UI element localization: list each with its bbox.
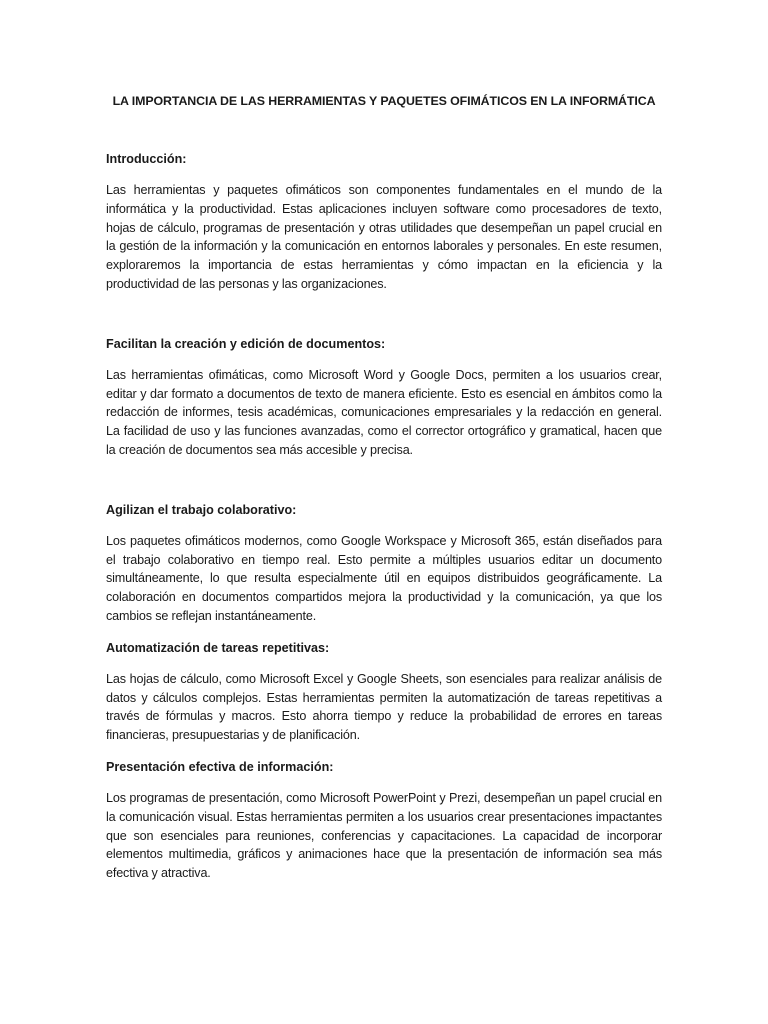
- section-colaborativo: [106, 502, 662, 626]
- section-automatizacion: [106, 640, 662, 745]
- section-heading: Automatización de tareas repetitivas:: [106, 640, 330, 655]
- section-documentos: [106, 336, 662, 460]
- section-heading: Agilizan el trabajo colaborativo:: [106, 502, 297, 517]
- section-heading: Facilitan la creación y edición de documentos:: [106, 336, 386, 351]
- section-paragraph: Los paquetes ofimáticos modernos, como Google Workspace y Microsoft 365, están diseñados para el trabajo colaborativo en tiempo real. Esto permite a múltiples usuarios editar un documento simultáneamente, lo que resulta especialmente útil en equipos distribuidos geográficamente. La colaboración en documentos compartidos mejora la productividad y la comunicación, ya que los cambios se reflejan instantáneamente.: [106, 533, 662, 623]
- section-heading: Introducción:: [106, 152, 187, 166]
- section-heading: Presentación efectiva de información:: [106, 759, 334, 774]
- document-title: LA IMPORTANCIA DE LAS HERRAMIENTAS Y PAQUETES OFIMÁTICOS EN LA INFORMÁTICA: [112, 94, 656, 108]
- section-paragraph: Las herramientas y paquetes ofimáticos son componentes fundamentales en el mundo de la informática y la productividad. Estas aplicaciones incluyen software como procesadores de texto, hojas de cálculo, programas de presentación y otras utilidades que desempeñan un papel crucial en la gestión de la información y la comunicación en entornos laborales y personales. En este resumen, exploraremos la importancia de estas herramientas y cómo impactan en la eficiencia y la productividad de las personas y las organizaciones.: [106, 183, 662, 291]
- section-paragraph: Los programas de presentación, como Microsoft PowerPoint y Prezi, desempeñan un papel crucial en la comunicación visual. Estas herramientas permiten a los usuarios crear presentaciones impactantes que son esenciales para reuniones, conferencias y capacitaciones. La capacidad de incorporar elementos multimedia, gráficos y animaciones hace que la presentación de información sea más efectiva y atractiva.: [106, 790, 662, 881]
- section-introduccion: [106, 151, 662, 294]
- section-presentacion: [106, 759, 662, 883]
- section-paragraph: Las herramientas ofimáticas, como Microsoft Word y Google Docs, permiten a los usuarios crear, editar y dar formato a documentos de texto de manera eficiente. Esto es esencial en ámbitos como la redacción de informes, tesis académicas, comunicaciones empresariales y la redacción en general. La facilidad de uso y las funciones avanzadas, como el corrector ortográfico y gramatical, hacen que la creación de documentos sea más accesible y precisa.: [106, 367, 662, 457]
- section-paragraph: Las hojas de cálculo, como Microsoft Excel y Google Sheets, son esenciales para realizar análisis de datos y cálculos complejos. Estas herramientas permiten la automatización de tareas repetitivas a través de fórmulas y macros. Esto ahorra tiempo y reduce la probabilidad de errores en tareas financieras, presupuestarias y de planificación.: [106, 671, 662, 743]
